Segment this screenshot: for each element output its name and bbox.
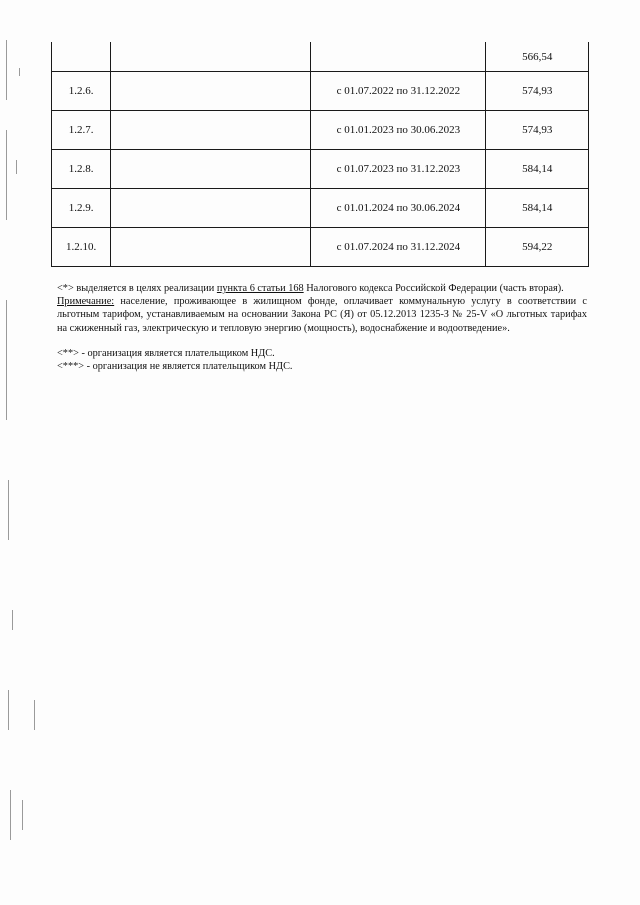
footnote-vat-payer: <**> - организация является плательщиком НДС. [57, 347, 275, 359]
scan-artifact [19, 68, 20, 76]
row-value: 566,54 [486, 42, 589, 72]
table-row [52, 111, 589, 150]
tariff-table [51, 42, 589, 267]
row-number: 1.2.6. [52, 72, 111, 111]
scan-artifact [8, 690, 9, 730]
scan-artifact [6, 130, 7, 220]
blank-cell [111, 42, 311, 72]
blank-cell [111, 111, 311, 150]
table-row [52, 228, 589, 267]
scan-artifact [12, 610, 13, 630]
footnotes [57, 282, 587, 373]
row-period [311, 42, 486, 72]
row-period: с 01.07.2024 по 31.12.2024 [311, 228, 486, 267]
table-row [52, 150, 589, 189]
row-value: 594,22 [486, 228, 589, 267]
row-number: 1.2.7. [52, 111, 111, 150]
tax-code-reference: пункта 6 статьи 168 [216, 283, 304, 294]
remark-text: население, проживающее в жилищном фонде, оплачивает коммунальную услугу в соответствии с льготным тарифом, устанавливаемым на основании Закона РС (Я) от 05.12.2013 1235-З № 25-V «О льготных тарифах на сжиженный газ, электрическую и тепловую энергию (мощность), водоснабжение и водоотведение». [57, 296, 587, 334]
scan-artifact [16, 160, 17, 174]
row-number [52, 42, 111, 72]
row-period: с 01.01.2024 по 30.06.2024 [311, 189, 486, 228]
row-value: 584,14 [486, 189, 589, 228]
row-number: 1.2.9. [52, 189, 111, 228]
table-row [52, 72, 589, 111]
blank-cell [111, 189, 311, 228]
remark-label: Примечание: [57, 296, 115, 308]
row-value: 574,93 [486, 111, 589, 150]
footnote-text: Налогового кодекса Российской Федерации (часть вторая). [303, 283, 564, 294]
remark-paragraph [57, 295, 587, 335]
row-period: с 01.07.2022 по 31.12.2022 [311, 72, 486, 111]
scan-artifact [22, 800, 23, 830]
row-value: 584,14 [486, 150, 589, 189]
row-number: 1.2.8. [52, 150, 111, 189]
row-period: с 01.07.2023 по 31.12.2023 [311, 150, 486, 189]
blank-cell [111, 150, 311, 189]
scan-artifact [34, 700, 35, 730]
scan-artifact [10, 790, 11, 840]
scan-margin-artifacts [0, 0, 40, 905]
row-period: с 01.01.2023 по 30.06.2023 [311, 111, 486, 150]
scan-artifact [8, 480, 9, 540]
scan-artifact [6, 300, 7, 420]
blank-cell [111, 228, 311, 267]
table-row [52, 189, 589, 228]
footnote-vat-allocation [57, 282, 587, 295]
table-row [52, 42, 589, 72]
row-number: 1.2.10. [52, 228, 111, 267]
row-value: 574,93 [486, 72, 589, 111]
scan-artifact [6, 40, 7, 100]
footnote-vat-nonpayer: <***> - организация не является плательщиком НДС. [57, 361, 293, 373]
blank-cell [111, 72, 311, 111]
footnote-text: <*> выделяется в целях реализации [57, 283, 217, 294]
spacer [57, 335, 587, 347]
